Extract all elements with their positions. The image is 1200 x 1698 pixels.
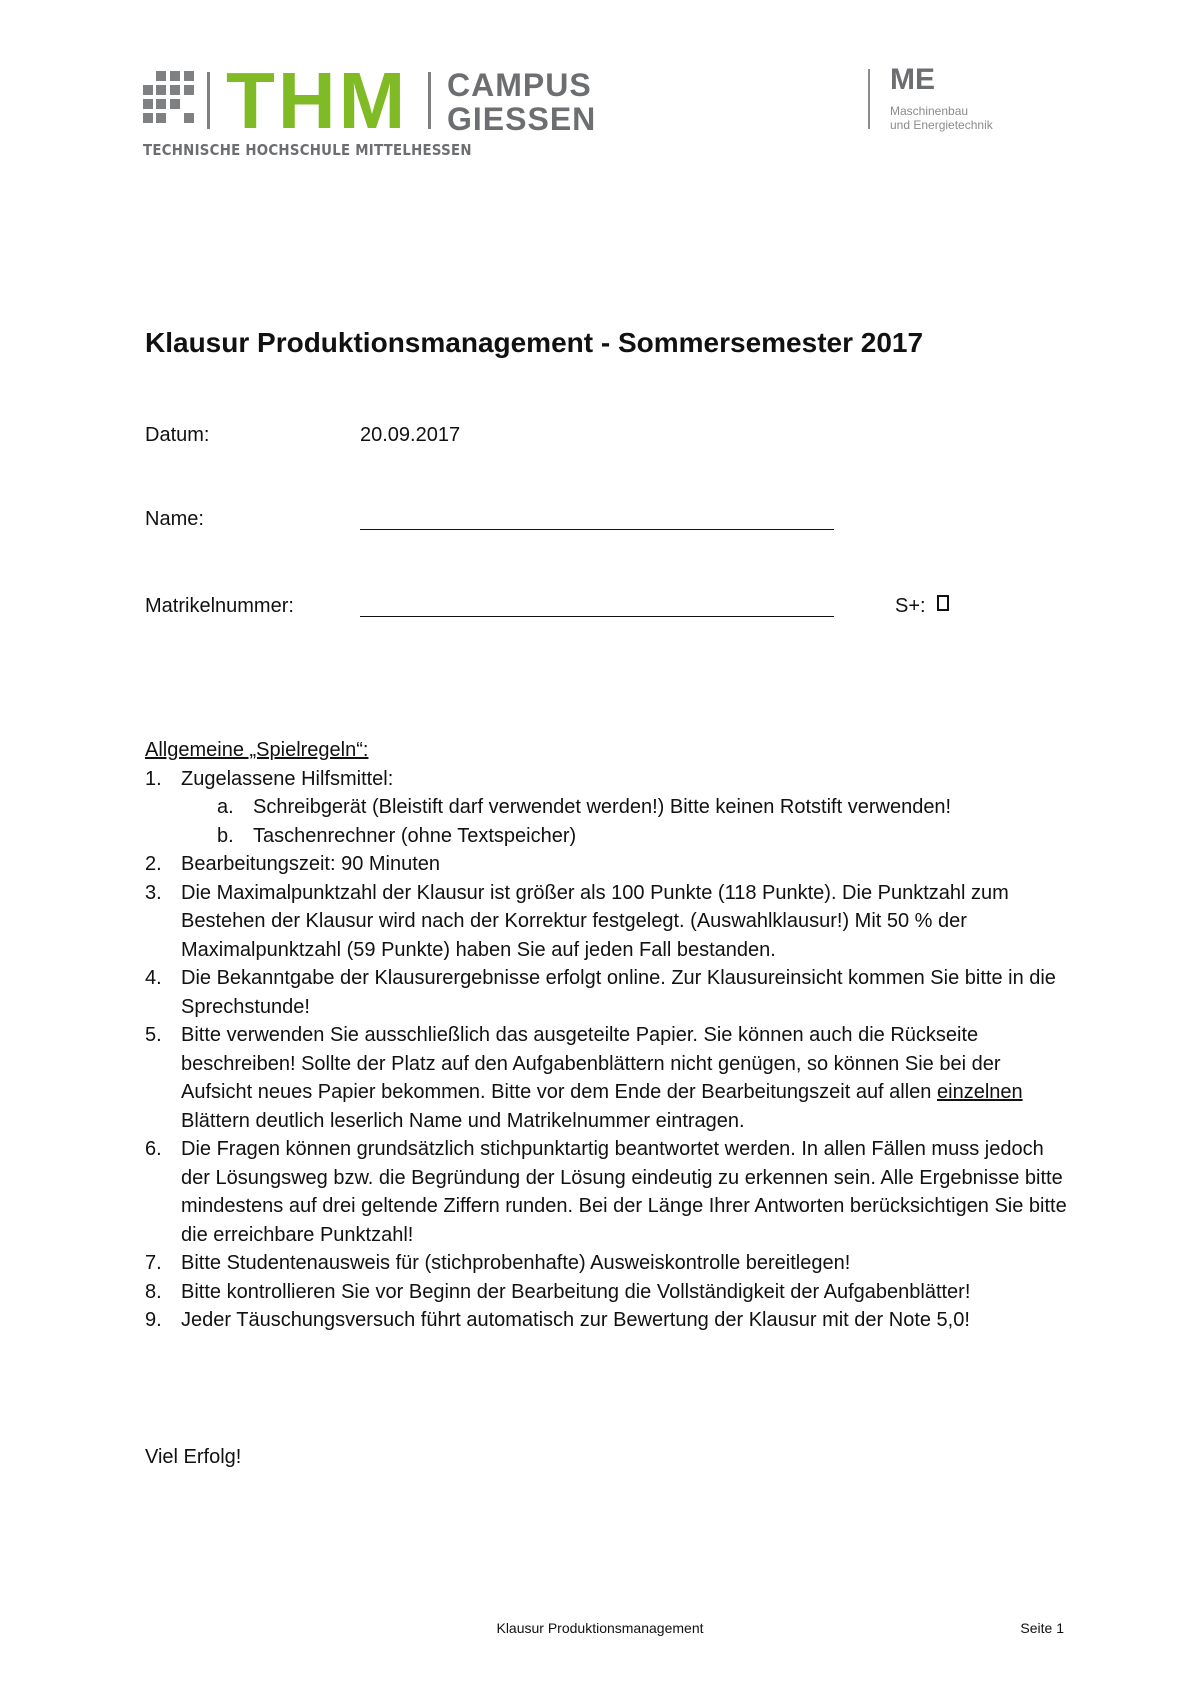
item-text: Bitte kontrollieren Sie vor Beginn der Bearbeitung die Vollständigkeit der Aufgabenblätter! <box>181 1280 971 1303</box>
item-text: Schreibgerät (Bleistift darf verwendet werden!) Bitte keinen Rotstift verwenden! <box>253 796 952 818</box>
item-number: 4. <box>145 967 162 989</box>
thm-logo-letters: THM <box>226 56 409 145</box>
list-item <box>145 1306 1075 1335</box>
item-number: 8. <box>145 1280 162 1303</box>
item-number: 5. <box>145 1024 162 1046</box>
item-text: Zugelassene Hilfsmittel: <box>181 767 394 790</box>
thm-logo-subline: TECHNISCHE HOCHSCHULE MITTELHESSEN <box>143 141 472 159</box>
item-text-after: Blättern deutlich leserlich Name und Matrikelnummer eintragen. <box>181 1109 745 1132</box>
item-text: Bearbeitungszeit: 90 Minuten <box>181 853 441 875</box>
logo-divider <box>207 72 210 129</box>
rules-heading: Allgemeine „Spielregeln“: <box>145 739 369 761</box>
splus-checkbox[interactable] <box>937 595 949 611</box>
item-number: 2. <box>145 853 162 875</box>
item-number: 7. <box>145 1252 162 1274</box>
list-item <box>145 850 1075 879</box>
item-number: b. <box>217 824 234 847</box>
name-field[interactable] <box>360 529 834 530</box>
me-logo-subline <box>890 104 993 132</box>
list-subitem <box>145 822 1075 851</box>
name-label: Name: <box>145 508 204 530</box>
item-number: 6. <box>145 1138 162 1160</box>
item-number: a. <box>217 796 234 818</box>
item-number: 1. <box>145 767 162 790</box>
list-item <box>145 765 1075 794</box>
splus-label: S+: <box>895 595 926 617</box>
footer-title: Klausur Produktionsmanagement <box>496 1620 704 1636</box>
item-text: Taschenrechner (ohne Textspeicher) <box>253 824 577 847</box>
datum-label: Datum: <box>145 424 210 446</box>
page-number: Seite 1 <box>1020 1620 1064 1636</box>
rules-list <box>145 736 1075 1335</box>
item-text: Die Fragen können grundsätzlich stichpunktartig beantwortet werden. In allen Fällen muss jedoch der Lösungsweg bzw. die Begründung der Lösung eindeutig zu erkennen sein. Alle Ergebnisse bitte mindestens auf drei geltende Ziffern runden. Bei der Länge Ihrer Antworten berücksichtigen Sie bitte die erreichbare Punktzahl! <box>181 1138 1067 1246</box>
datum-value: 20.09.2017 <box>360 424 461 446</box>
campus-line1: CAMPUS <box>447 67 592 103</box>
me-logo-divider <box>868 69 870 129</box>
item-text: Jeder Täuschungsversuch führt automatisch zur Bewertung der Klausur mit der Note 5,0! <box>181 1309 970 1331</box>
list-subitem <box>145 793 1075 822</box>
matrikel-label: Matrikelnummer: <box>145 595 294 617</box>
item-number: 3. <box>145 881 162 904</box>
item-text: Die Maximalpunktzahl der Klausur ist größer als 100 Punkte (118 Punkte). Die Punktzahl zum Bestehen der Klausur wird nach der Korrektur festgelegt. (Auswahlklausur!) Mit 50 % der Maximalpunktzahl (59 Punkte) haben Sie auf jeden Fall bestanden. <box>181 881 1009 961</box>
campus-label <box>447 68 596 136</box>
list-item <box>145 879 1075 965</box>
logo-divider <box>428 72 431 129</box>
list-item <box>145 1135 1075 1249</box>
page-title: Klausur Produktionsmanagement - Sommersemester 2017 <box>145 327 924 358</box>
item-text: Bitte Studentenausweis für (stichprobenhafte) Ausweiskontrolle bereitlegen! <box>181 1252 851 1274</box>
closing-text: Viel Erfolg! <box>145 1446 242 1468</box>
list-item <box>145 1249 1075 1278</box>
list-item <box>145 964 1075 1021</box>
campus-line2: GIESSEN <box>447 101 597 137</box>
item-text: Die Bekanntgabe der Klausurergebnisse erfolgt online. Zur Klausureinsicht kommen Sie bitte in die Sprechstunde! <box>181 967 1056 1018</box>
me-logo-line2: und Energietechnik <box>890 118 993 132</box>
me-logo-letters: ME <box>890 63 935 96</box>
item-text-underlined: einzelnen <box>937 1081 1023 1103</box>
item-text-before: Bitte verwenden Sie ausschließlich das ausgeteilte Papier. Sie können auch die Rückseite beschreiben! Sollte der Platz auf den Aufgabenblättern nicht genügen, so können Sie bei der Aufsicht neues Papier bekommen. Bitte vor dem Ende der Bearbeitungszeit auf allen <box>181 1024 1001 1103</box>
list-item <box>145 1278 1075 1307</box>
item-number: 9. <box>145 1309 162 1331</box>
list-item <box>145 1021 1075 1135</box>
me-logo-line1: Maschinenbau <box>890 104 969 118</box>
thm-logo-dots <box>143 71 193 131</box>
matrikel-field[interactable] <box>360 616 834 617</box>
